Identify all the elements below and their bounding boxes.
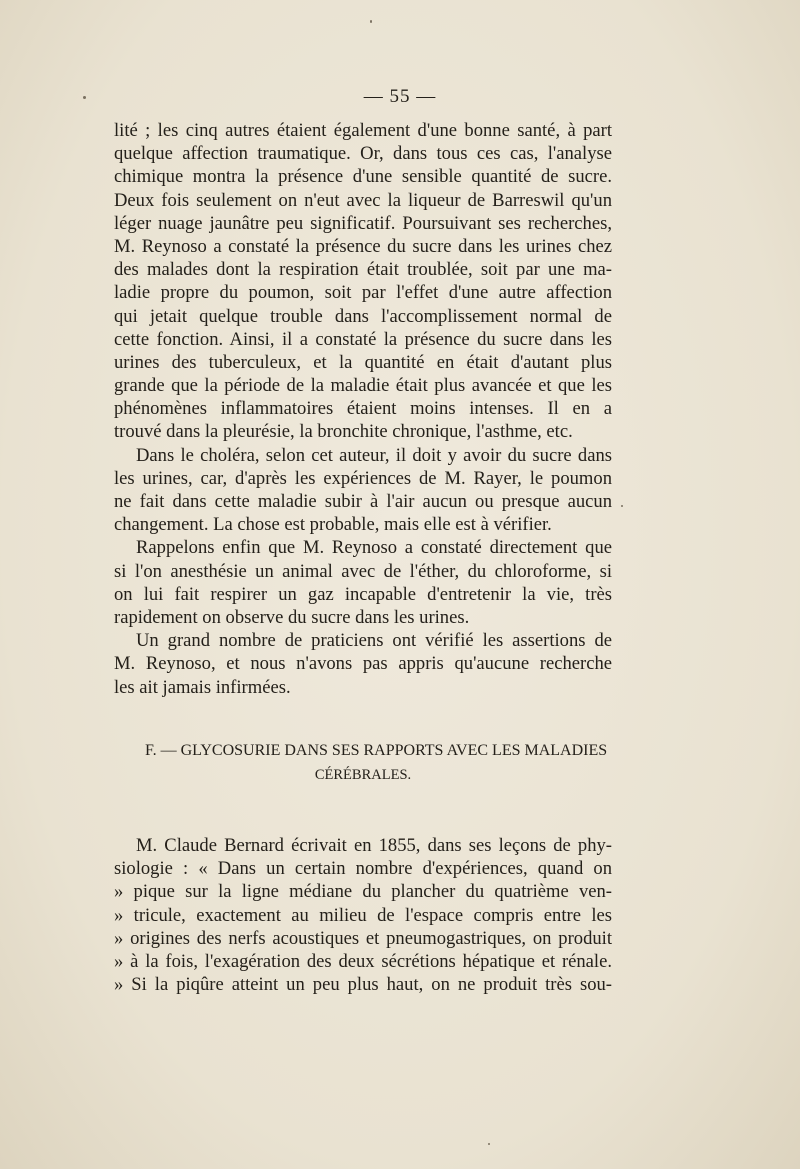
text-line: Dans le choléra, selon cet auteur, il doit y avoir du sucre dans [136, 444, 612, 466]
text-line: Deux fois seulement on n'eut avec la liqueur de Barreswil qu'un [114, 189, 612, 211]
paper-speck [370, 20, 372, 23]
text-line: ne fait dans cette maladie subir à l'air aucun ou presque aucun [114, 491, 612, 512]
text-line: les urines, car, d'après les expériences de M. Rayer, le poumon [114, 467, 612, 489]
text-line: quelque affection traumatique. Or, dans tous ces cas, l'analyse [114, 143, 612, 165]
text-line: » origines des nerfs acoustiques et pneumogastriques, on produit [114, 927, 612, 949]
text-line: » Si la piqûre atteint un peu plus haut, on ne produit très sou- [114, 974, 612, 996]
text-line: M. Reynoso a constaté la présence du sucre dans les urines chez [114, 235, 612, 257]
text-line: si l'on anesthésie un animal avec de l'éther, du chloroforme, si [114, 560, 612, 582]
text-line: changement. La chose est probable, mais elle est à vérifier. [114, 514, 552, 536]
text-line: on lui fait respirer un gaz incapable d'entretenir la vie, très [114, 583, 612, 605]
text-line: » tricule, exactement au milieu de l'espace compris entre les [114, 904, 612, 926]
section-heading-line: F. — GLYCOSURIE DANS SES RAPPORTS AVEC LES MALADIES [145, 742, 608, 759]
paper-speck [488, 1143, 490, 1145]
text-line: léger nuage jaunâtre peu significatif. Poursuivant ses recherches, [114, 212, 612, 234]
text-line: cette fonction. Ainsi, il a constaté la présence du sucre dans les [114, 328, 612, 350]
page-number: — 55 — [363, 86, 437, 107]
text-line: trouvé dans la pleurésie, la bronchite chronique, l'asthme, etc. [114, 421, 573, 443]
text-line: » pique sur la ligne médiane du plancher du quatrième ven- [114, 881, 612, 903]
text-line: phénomènes inflammatoires étaient moins intenses. Il en a [114, 398, 612, 420]
text-line: chimique montra la présence d'une sensible quantité de sucre. [114, 166, 612, 188]
body-text-bottom [114, 834, 612, 996]
text-line: M. Reynoso, et nous n'avons pas appris qu'aucune recherche [114, 653, 612, 675]
text-line: » à la fois, l'exagération des deux sécrétions hépatique et rénale. [114, 950, 612, 972]
text-line: urines des tuberculeux, et la quantité en était d'autant plus [114, 351, 612, 373]
text-line: qui jetait quelque trouble dans l'accomplissement normal de [114, 305, 612, 327]
section-heading-line: CÉRÉBRALES. [314, 767, 412, 783]
text-line: Un grand nombre de praticiens ont vérifié les assertions de [136, 630, 612, 652]
text-line: rapidement on observe du sucre dans les urines. [114, 606, 470, 628]
text-line: Rappelons enfin que M. Reynoso a constaté directement que [136, 537, 612, 559]
paper-speck [621, 505, 623, 507]
text-line: ladie propre du poumon, soit par l'effet d'une autre affection [114, 282, 612, 304]
text-line: M. Claude Bernard écrivait en 1855, dans ses leçons de phy- [136, 835, 612, 856]
paper-speck [83, 96, 86, 99]
text-line: des malades dont la respiration était troublée, soit par une ma- [114, 259, 612, 281]
text-line: les ait jamais infirmées. [114, 676, 291, 698]
section-heading [114, 739, 612, 787]
text-line: siologie : « Dans un certain nombre d'expériences, quand on [114, 858, 612, 880]
text-line: grande que la période de la maladie était plus avancée et que les [114, 375, 612, 397]
body-text-top [114, 119, 612, 699]
text-line: lité ; les cinq autres étaient également d'une bonne santé, à part [114, 120, 612, 141]
